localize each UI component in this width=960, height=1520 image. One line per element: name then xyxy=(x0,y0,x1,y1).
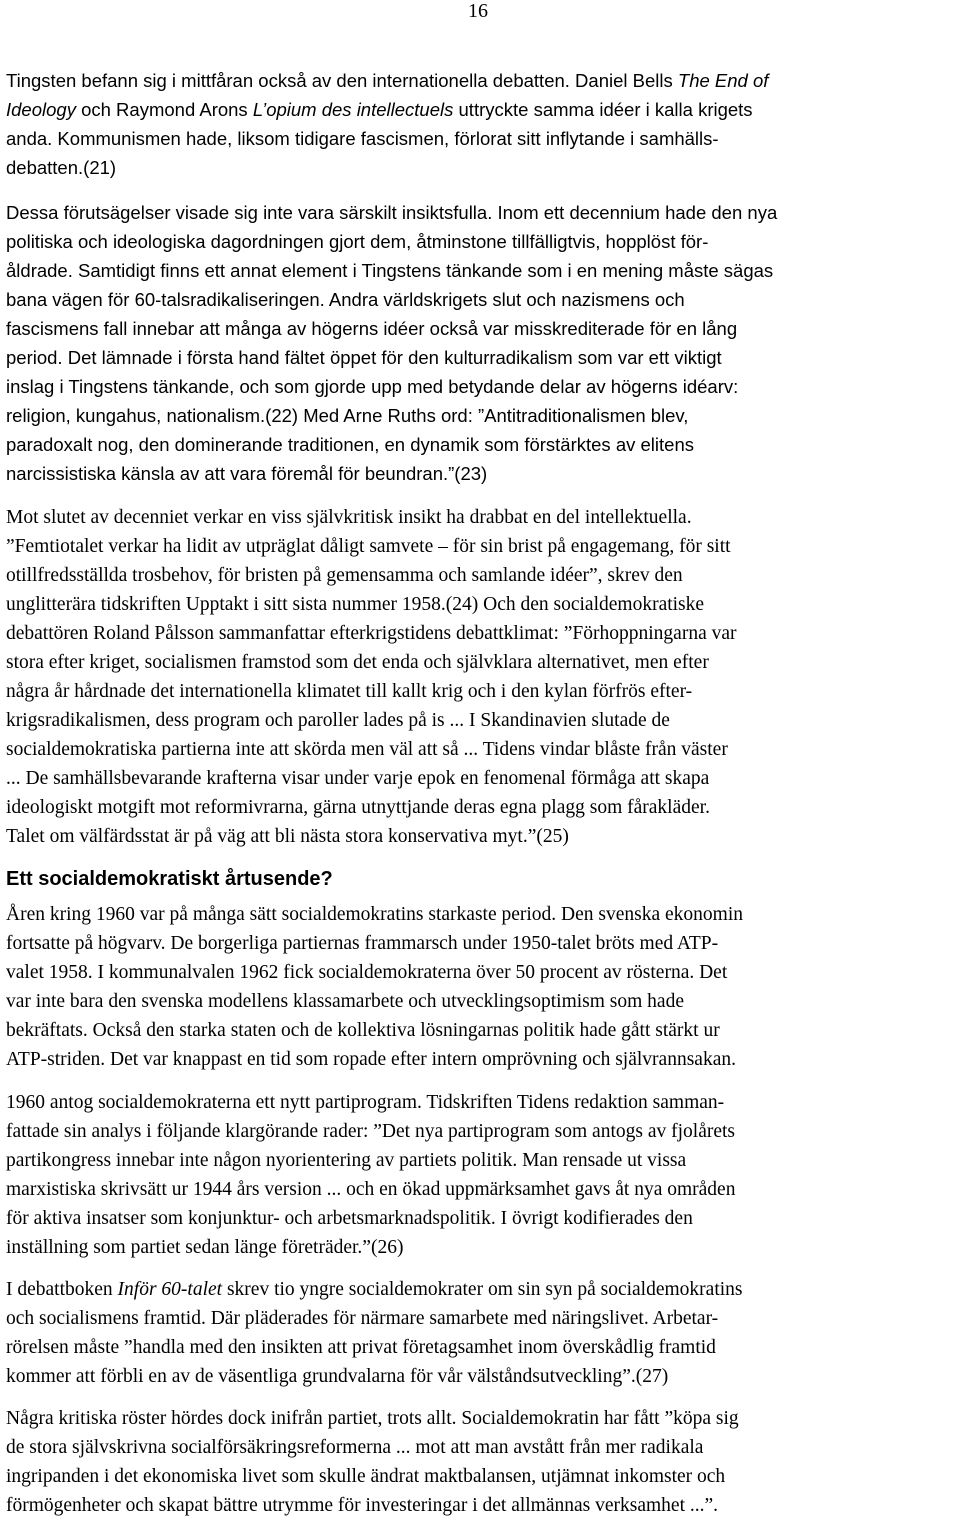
text-line: socialdemokratiska partierna inte att skörda men väl att så ... Tidens vindar blåste från väster xyxy=(6,739,728,760)
text-line: ”Femtiotalet verkar ha lidit av utpräglat dåligt samvete – för sin brist på engagemang, för sitt xyxy=(6,536,731,557)
text-line: unglitterära tidskriften Upptakt i sitt sista nummer 1958.(24) Och den socialdemokratiske xyxy=(6,594,705,615)
paragraph-party-program xyxy=(6,1088,956,1262)
text-line: anda. Kommunismen hade, liksom tidigare fascismen, förlorat sitt inflytande i samhälls- xyxy=(6,128,719,149)
text-line: Några kritiska röster hördes dock inifrån partiet, trots allt. Socialdemokratin har fått ”köpa sig xyxy=(6,1408,739,1429)
text-line: ATP-striden. Det var knappast en tid som ropade efter intern omprövning och självrannsakan. xyxy=(6,1049,736,1070)
paragraph-selfcriticism xyxy=(6,503,956,851)
paragraph-intro xyxy=(6,66,956,182)
text-line: ideologiskt motgift mot reformivrarna, gärna utnyttjande deras egna plagg som fårakläder. xyxy=(6,797,710,818)
text-line: I debattboken Inför 60-talet skrev tio yngre socialdemokrater om sin syn på socialdemokratins xyxy=(6,1279,743,1300)
text-line: de stora självskrivna socialförsäkringsreformerna ... mot att man avstått från mer radikala xyxy=(6,1437,704,1458)
text-line: var inte bara den svenska modellens klassamarbete och utvecklingsoptimism som hade xyxy=(6,991,684,1012)
page-number: 16 xyxy=(468,0,488,22)
text-line: stora efter kriget, socialismen framstod som det enda och självklara alternativet, men efter xyxy=(6,652,709,673)
text-line: ... De samhällsbevarande krafterna visar under varje epok en fenomenal förmåga att skapa xyxy=(6,768,710,789)
paragraph-critical-voices xyxy=(6,1404,956,1520)
text-line: politiska och ideologiska dagordningen gjort dem, åtminstone tillfälligtvis, hopplöst för- xyxy=(6,231,709,252)
text-line: Mot slutet av decenniet verkar en viss självkritisk insikt ha drabbat en del intellektuella. xyxy=(6,507,692,528)
text-line: några år hårdnade det internationella klimatet till kallt krig och i den kylan förfrös efter- xyxy=(6,681,693,702)
text-line: valet 1958. I kommunalvalen 1962 fick socialdemokraterna över 50 procent av rösterna. Det xyxy=(6,962,728,983)
text-line: inslag i Tingstens tänkande, och som gjorde upp med betydande delar av högerns idéarv: xyxy=(6,376,739,397)
text-line: Dessa förutsägelser visade sig inte vara särskilt insiktsfulla. Inom ett decennium hade den nya xyxy=(6,202,778,223)
text-line: bekräftats. Också den starka staten och de kollektiva lösningarnas politik hade gått stärkt ur xyxy=(6,1020,720,1041)
text-line: fattade sin analys i följande klargörande rader: ”Det nya partiprogram som antogs av fjolårets xyxy=(6,1121,736,1142)
text-line: bana vägen för 60-talsradikaliseringen. Andra världskrigets slut och nazismens och xyxy=(6,289,685,310)
text-line: och socialismens framtid. Där pläderades för närmare samarbete med näringslivet. Arbetar- xyxy=(6,1308,719,1329)
text-line: fortsatte på högvarv. De borgerliga partiernas frammarsch under 1950-talet bröts med ATP- xyxy=(6,933,719,954)
text-line: paradoxalt nog, den dominerande traditionen, en dynamik som förstärktes av elitens xyxy=(6,434,694,455)
text-line: period. Det lämnade i första hand fältet öppet för den kulturradikalism som var ett viktigt xyxy=(6,347,722,368)
text-line: Ideology och Raymond Arons L’opium des intellectuels uttryckte samma idéer i kalla krigets xyxy=(6,99,753,120)
section-heading: Ett socialdemokratiskt årtusende? xyxy=(6,868,333,890)
text-line: fascismens fall innebar att många av högerns idéer också var misskrediterade för en lång xyxy=(6,318,738,339)
text-line: inställning som partiet sedan länge företräder.”(26) xyxy=(6,1237,404,1258)
paragraph-1960s xyxy=(6,900,956,1074)
text-line: marxistiska skrivsätt ur 1944 års version ... och en ökad uppmärksamhet gavs åt nya områden xyxy=(6,1179,736,1200)
paragraph-debate-book xyxy=(6,1275,956,1391)
text-line: narcissistiska känsla av att vara föremål för beundran.”(23) xyxy=(6,463,488,484)
text-line: partikongress innebar inte någon nyorientering av partiets politik. Man rensade ut vissa xyxy=(6,1150,687,1171)
text-line: Åren kring 1960 var på många sätt socialdemokratins starkaste period. Den svenska ekonomin xyxy=(6,904,744,925)
paragraph-predictions xyxy=(6,198,956,488)
text-line: 1960 antog socialdemokraterna ett nytt partiprogram. Tidskriften Tidens redaktion samman- xyxy=(6,1092,725,1113)
text-line: för aktiva insatser som konjunktur- och arbetsmarknadspolitik. I övrigt kodifierades den xyxy=(6,1208,693,1229)
text-line: debatten.(21) xyxy=(6,157,117,178)
text-line: ingripanden i det ekonomiska livet som skulle ändrat maktbalansen, utjämnat inkomster och xyxy=(6,1466,726,1487)
text-line: krigsradikalismen, dess program och paroller lades på is ... I Skandinavien slutade de xyxy=(6,710,670,731)
text-line: otillfredsställda trosbehov, för bristen på gemensamma och samlande idéer”, skrev den xyxy=(6,565,683,586)
text-line: debattören Roland Pålsson sammanfattar efterkrigstidens debattklimat: ”Förhoppningarna var xyxy=(6,623,737,644)
text-line: kommer att förbli en av de väsentliga grundvalarna för vår välståndsutveckling”.(27) xyxy=(6,1366,669,1387)
text-line: åldrade. Samtidigt finns ett annat element i Tingstens tänkande som i en mening måste sägas xyxy=(6,260,774,281)
text-line: förmögenheter och skapat bättre utrymme för investeringar i det allmännas verksamhet ...”. xyxy=(6,1495,719,1516)
text-line: Talet om välfärdsstat är på väg att bli nästa stora konservativa myt.”(25) xyxy=(6,826,569,847)
text-line: rörelsen måste ”handla med den insikten att privat företagsamhet inom överskådlig framtid xyxy=(6,1337,716,1358)
text-line: religion, kungahus, nationalism.(22) Med Arne Ruths ord: ”Antitraditionalismen blev, xyxy=(6,405,689,426)
text-line: Tingsten befann sig i mittfåran också av den internationella debatten. Daniel Bells The End of xyxy=(6,70,769,91)
